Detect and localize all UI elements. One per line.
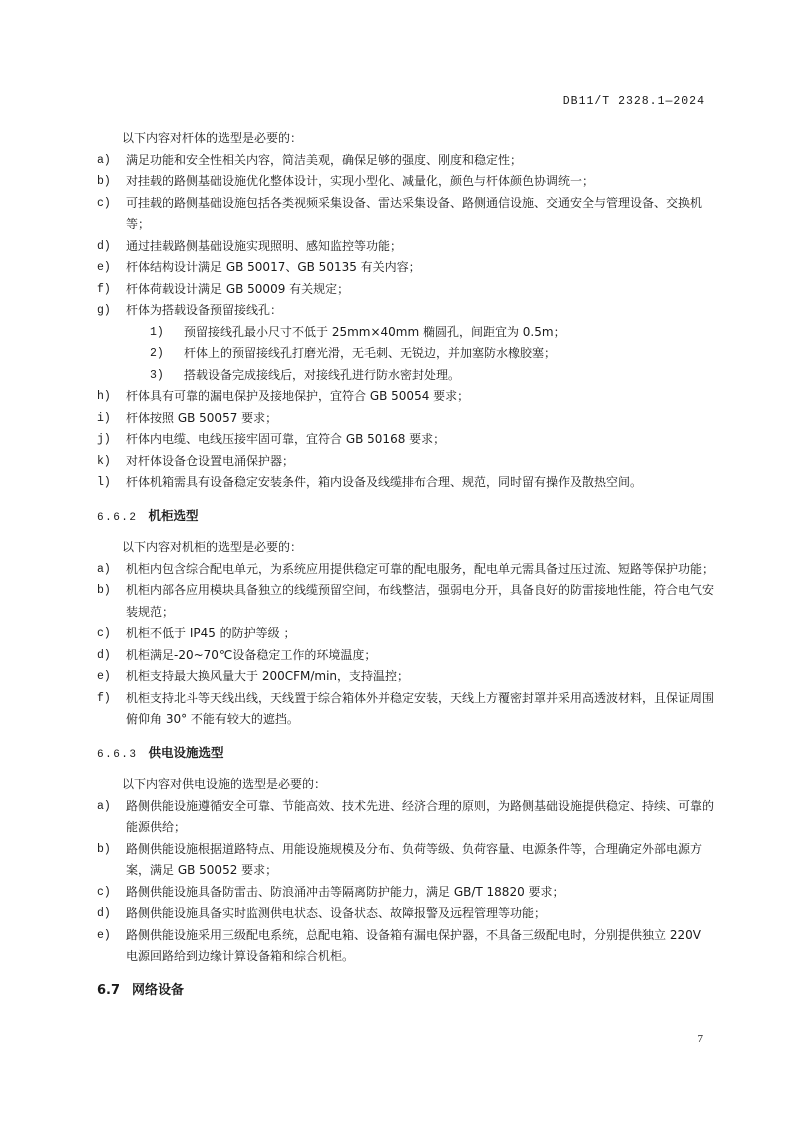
item-text: 杆体机箱需具有设备稳定安装条件，箱内设备及线缆排布合理、规范，同时留有操作及散热空间。 [126,475,643,489]
item-label: d) [97,239,111,253]
item-label: b) [97,842,111,856]
item-label: h) [97,390,111,403]
list-item [96,472,716,494]
item-text: 杆体内电缆、电线压接牢固可靠，宜符合 GB 50168 要求； [126,432,446,446]
item-text: 杆体结构设计满足 GB 50017、GB 50135 有关内容； [126,260,421,274]
item-label: i) [97,411,111,425]
item-text: 对挂载的路侧基础设施优化整体设计，实现小型化、减量化，颜色与杆体颜色协调统一； [126,174,595,188]
item-text: 路侧供能设施根据道路特点、用能设施规模及分布、负荷等级、负荷容量、电源条件等，合理确定外部电源方案，满足 GB 50052 要求； [126,841,703,877]
list-item [96,193,716,236]
list-item [96,171,716,193]
item-text: 路侧供能设施具备实时监测供电状态、设备状态、故障报警及远程管理等功能； [126,906,547,920]
item-text: 对杆体设备仓设置电涌保护器； [126,453,295,468]
item-text: 机柜支持北斗等天线出线，天线置于综合箱体外并稳定安装，天线上方覆密封罩并采用高透波材料，且保证周围俯仰角 30° 不能有较大的遮挡。 [126,690,715,726]
list-item [96,257,716,279]
item-text: 机柜支持最大换风量大于 200CFM/min，支持温控； [126,669,410,683]
sub-item-label: 2) [150,347,164,360]
item-label: b) [97,584,111,597]
sub-list-item [96,365,716,387]
list-item [96,796,716,839]
item-text: 满足功能和安全性相关内容，简洁美观，确保足够的强度、刚度和稳定性； [126,152,523,167]
cabinet-requirements-list [96,559,716,731]
section-title: 供电设施选型 [148,744,224,760]
document-code-header: DB11/T 2328.1—2024 [562,95,705,108]
sub-item-label: 1) [150,325,164,339]
pole-intro: 以下内容对杆体的选型是必要的： [122,131,303,145]
sub-list-item [96,343,716,365]
item-text: 路侧供能设施具备防雷击、防浪涌冲击等隔离防护能力，满足 GB/T 18820 要求； [126,884,565,899]
item-text: 杆体荷载设计满足 GB 50009 有关规定； [126,281,350,296]
item-text: 杆体具有可靠的漏电保护及接地保护，宜符合 GB 50054 要求； [126,389,470,403]
list-item [96,429,716,451]
item-text: 机柜满足-20~70℃设备稳定工作的环境温度； [126,647,377,662]
item-label: j) [97,433,111,446]
item-label: e) [97,928,111,942]
pole-requirements-list [96,150,716,494]
list-item [96,408,716,430]
item-label: c) [97,196,111,210]
item-label: d) [97,648,111,662]
list-item [96,882,716,904]
item-text: 杆体为搭载设备预留接线孔： [126,303,283,317]
cabinet-intro: 以下内容对机柜的选型是必要的： [122,540,303,554]
list-item [96,925,716,968]
sub-item-text: 预留接线孔最小尺寸不低于 25mm×40mm 椭圆孔，间距宜为 0.5m； [184,324,566,339]
list-item [96,623,716,645]
section-heading-6-7 [96,980,716,1002]
list-item [96,688,716,731]
item-text: 可挂载的路侧基础设施包括各类视频采集设备、雷达采集设备、路侧通信设施、交通安全与管理设备、交换机等； [126,195,703,231]
item-text: 通过挂载路侧基础设施实现照明、感知监控等功能； [126,238,403,253]
sub-item-text: 杆体上的预留接线孔打磨光滑，无毛刺、无锐边，并加塞防水橡胶塞； [184,346,557,360]
item-label: e) [97,670,111,683]
list-item [96,451,716,473]
item-text: 机柜内部各应用模块具备独立的线缆预留空间，布线整洁，强弱电分开，具备良好的防雷接地性能，符合电气安装规范； [126,583,715,619]
list-item [96,666,716,688]
list-item [96,300,716,322]
item-label: e) [97,261,111,274]
item-label: k) [97,454,111,468]
sub-list-item [96,322,716,344]
item-label: c) [97,885,111,899]
item-label: l) [97,476,111,489]
item-text: 机柜内包含综合配电单元，为系统应用提供稳定可靠的配电服务，配电单元需具备过压过流、短路等保护功能； [126,561,715,576]
list-item [96,150,716,172]
item-text: 路侧供能设施遵循安全可靠、节能高效、技术先进、经济合理的原则，为路侧基础设施提供稳定、持续、可靠的能源供给； [126,798,715,834]
section-heading-6-6-2 [96,505,716,530]
power-requirements-list [96,796,716,968]
list-item [96,279,716,301]
list-item [96,236,716,258]
list-item [96,645,716,667]
item-label: f) [97,282,111,296]
sub-item-text: 搭载设备完成接线后，对接线孔进行防水密封处理。 [184,367,461,382]
item-label: a) [97,562,111,576]
item-text: 机柜不低于 IP45 的防护等级 ； [126,626,296,640]
item-label: d) [97,907,111,920]
section-number: 6.6.3 [97,748,138,761]
sub-item-label: 3) [150,368,164,382]
item-label: c) [97,627,111,640]
list-item [96,839,716,882]
section-title: 机柜选型 [148,507,199,523]
item-label: g) [97,304,111,317]
list-item [96,386,716,408]
item-label: b) [97,175,111,188]
item-text: 杆体按照 GB 50057 要求； [126,410,278,425]
list-item [96,559,716,581]
list-item [96,580,716,623]
item-text: 路侧供能设施采用三级配电系统，总配电箱、设备箱有漏电保护器，不具备三级配电时，分别提供独立 220V 电源回路给到边缘计算设备箱和综合机柜。 [126,927,701,963]
section-heading-6-6-3 [96,742,716,767]
section-number: 6.6.2 [97,511,138,524]
power-intro: 以下内容对供电设施的选型是必要的： [122,777,327,791]
document-body [96,128,716,1001]
section-title: 网络设备 [132,982,185,998]
list-item [96,903,716,925]
item-label: f) [97,691,111,705]
item-label: a) [97,799,111,813]
section-number: 6.7 [97,982,121,998]
page-number: 7 [697,1033,703,1045]
item-label: a) [97,153,111,167]
